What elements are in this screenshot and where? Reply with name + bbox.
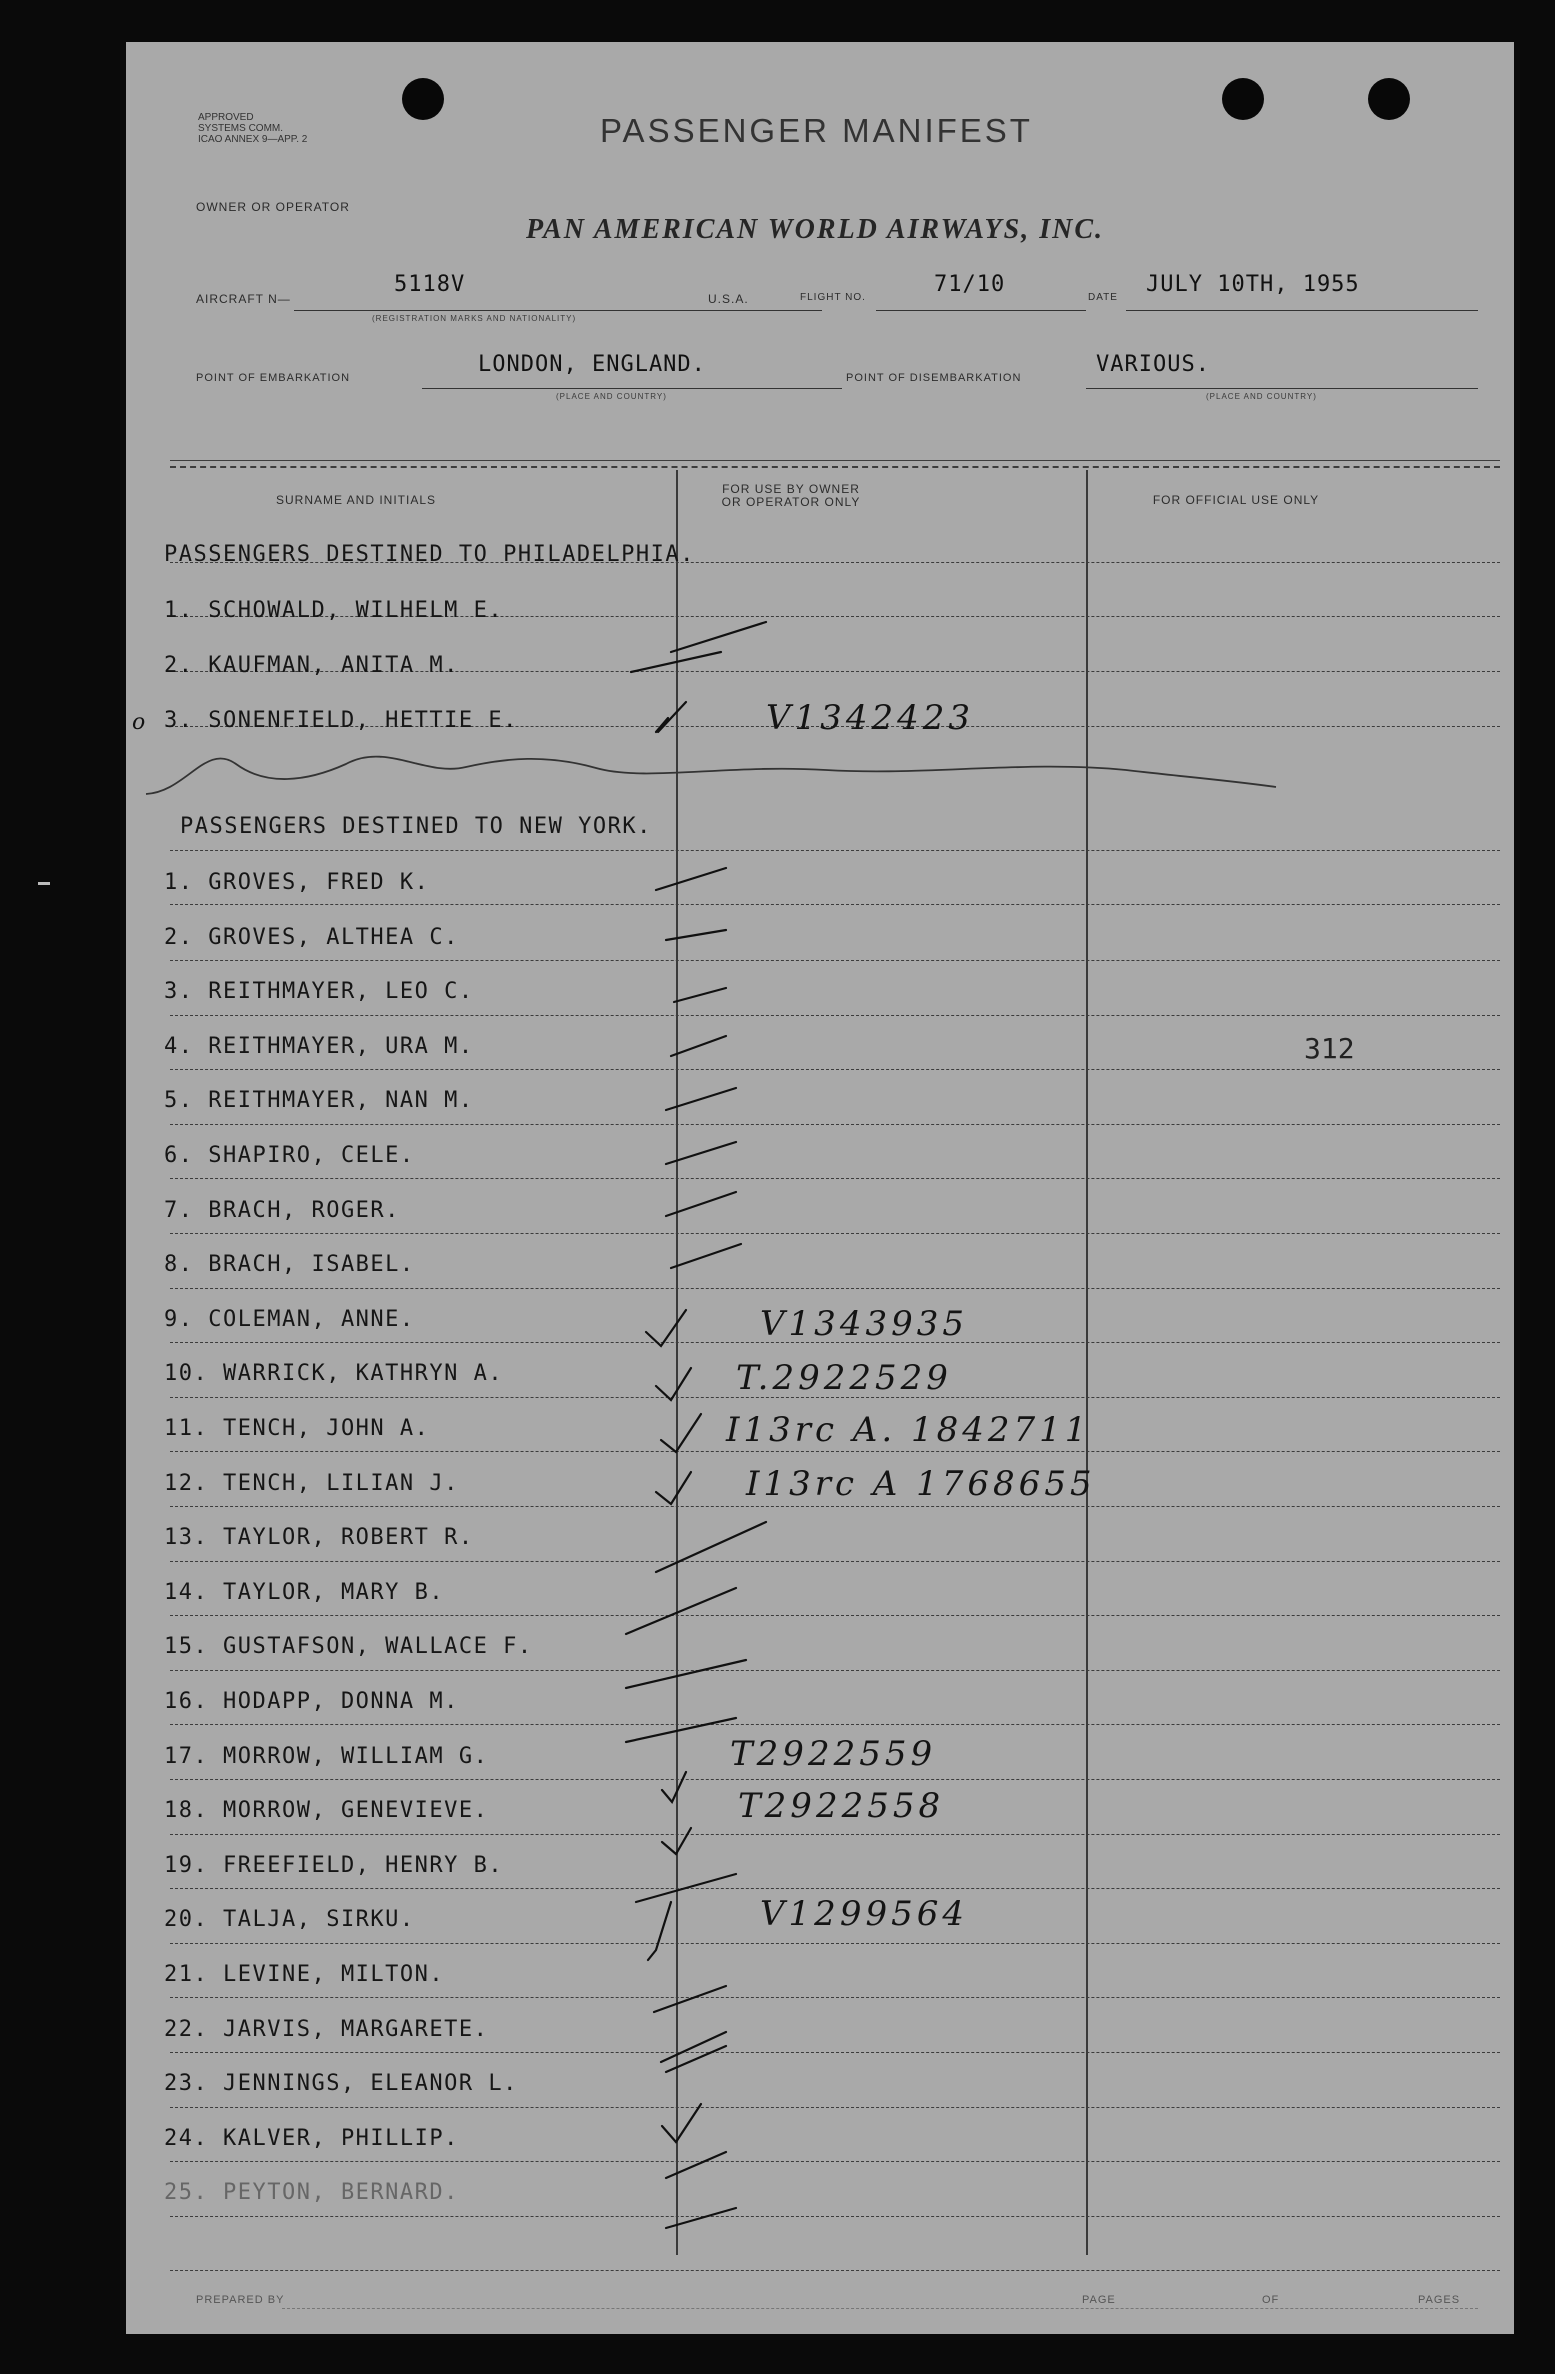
passenger-row: 8. BRACH, ISABEL.	[164, 1252, 415, 1277]
check-mark	[656, 1368, 691, 1400]
of-label: OF	[1262, 2294, 1280, 2306]
approval-line: SYSTEMS COMM.	[198, 123, 284, 134]
airline-name: PAN AMERICAN WORLD AIRWAYS, INC.	[526, 214, 1105, 245]
handwritten-note: T.2922529	[736, 1358, 952, 1398]
passenger-row: 12. TENCH, LILIAN J.	[164, 1471, 459, 1496]
passenger-row: 16. HODAPP, DONNA M.	[164, 1689, 459, 1714]
passenger-row: 2. KAUFMAN, ANITA M.	[164, 653, 459, 678]
manifest-sheet	[126, 42, 1514, 2334]
pages-label: PAGES	[1418, 2294, 1461, 2306]
passenger-row: 20. TALJA, SIRKU.	[164, 1907, 415, 1932]
check-mark	[666, 2208, 736, 2228]
passenger-row: 10. WARRICK, KATHRYN A.	[164, 1361, 504, 1386]
check-mark	[661, 1414, 701, 1452]
usa-label: U.S.A.	[708, 292, 749, 306]
column-header-surname: SURNAME AND INITIALS	[275, 493, 437, 507]
check-mark	[661, 2032, 726, 2072]
page-title: PASSENGER MANIFEST	[600, 112, 1033, 149]
passenger-row: 18. MORROW, GENEVIEVE.	[164, 1798, 489, 1823]
aircraft-value: 5118V	[394, 272, 466, 297]
check-mark	[662, 1772, 686, 1802]
date-value: JULY 10TH, 1955	[1146, 272, 1360, 297]
passenger-row: 21. LEVINE, MILTON.	[164, 1962, 445, 1987]
check-mark	[671, 1244, 741, 1268]
passenger-row: 24. KALVER, PHILLIP.	[164, 2126, 459, 2151]
check-mark	[671, 622, 766, 652]
handwritten-note: I13rc A. 1842711	[726, 1410, 1091, 1450]
embarkation-sub-label: (PLACE AND COUNTRY)	[556, 392, 667, 401]
passenger-row: 2. GROVES, ALTHEA C.	[164, 925, 459, 950]
approval-line: APPROVED	[198, 112, 254, 123]
check-mark	[648, 1902, 671, 1960]
check-mark	[671, 1036, 726, 1056]
handwritten-note: V1299564	[760, 1894, 968, 1934]
check-mark	[662, 1828, 691, 1854]
check-mark	[656, 702, 686, 732]
handwritten-note: V1343935	[760, 1304, 968, 1344]
check-mark	[626, 1718, 736, 1742]
check-mark	[674, 988, 726, 1002]
passenger-row: 22. JARVIS, MARGARETE.	[164, 2017, 489, 2042]
check-mark	[662, 2104, 701, 2142]
embarkation-label: POINT OF EMBARKATION	[196, 372, 351, 384]
passenger-row: 25. PEYTON, BERNARD.	[164, 2180, 459, 2205]
passenger-row: 9. COLEMAN, ANNE.	[164, 1307, 415, 1332]
pen-marks	[126, 42, 1514, 2334]
check-mark	[656, 1472, 691, 1504]
handwritten-note: V1342423	[766, 698, 974, 738]
passenger-row: 17. MORROW, WILLIAM G.	[164, 1744, 489, 1769]
passenger-row: 6. SHAPIRO, CELE.	[164, 1143, 415, 1168]
passenger-row: 1. SCHOWALD, WILHELM E.	[164, 598, 504, 623]
check-mark	[666, 1088, 736, 1110]
approval-line: ICAO ANNEX 9—APP. 2	[198, 134, 308, 145]
check-mark	[631, 652, 721, 672]
check-mark	[656, 868, 726, 890]
embarkation-value: LONDON, ENGLAND.	[478, 352, 706, 377]
film-edge-mark	[38, 882, 50, 885]
aircraft-sub-label: (REGISTRATION MARKS AND NATIONALITY)	[372, 314, 577, 323]
check-mark	[626, 1588, 736, 1634]
passenger-row: 14. TAYLOR, MARY B.	[164, 1580, 445, 1605]
column-header-owner-line: FOR USE BY OWNER	[722, 482, 860, 496]
wavy-divider	[146, 757, 1276, 794]
official-note: 312	[1304, 1032, 1355, 1065]
handwritten-note: I13rc A 1768655	[746, 1464, 1096, 1504]
passenger-row: 7. BRACH, ROGER.	[164, 1198, 400, 1223]
section-heading-new-york: PASSENGERS DESTINED TO NEW YORK.	[180, 814, 652, 839]
disembarkation-value: VARIOUS.	[1096, 352, 1210, 377]
check-mark	[666, 1142, 736, 1164]
disembarkation-sub-label: (PLACE AND COUNTRY)	[1206, 392, 1317, 401]
check-mark	[656, 1522, 766, 1572]
check-mark	[666, 2152, 726, 2178]
handwritten-note: T2922558	[738, 1786, 945, 1826]
check-mark	[654, 1986, 726, 2012]
footer-rule	[282, 2308, 1478, 2309]
passenger-row: 23. JENNINGS, ELEANOR L.	[164, 2071, 518, 2096]
passenger-row: 4. REITHMAYER, URA M.	[164, 1034, 474, 1059]
page-label: PAGE	[1082, 2294, 1116, 2306]
column-header-owner-line: OR OPERATOR ONLY	[721, 495, 861, 509]
aircraft-label: AIRCRAFT N—	[196, 292, 291, 306]
passenger-row: 1. GROVES, FRED K.	[164, 870, 430, 895]
check-mark	[636, 1874, 736, 1902]
check-mark	[626, 1660, 746, 1688]
handwritten-note: T2922559	[730, 1734, 937, 1774]
passenger-row: 19. FREEFIELD, HENRY B.	[164, 1853, 504, 1878]
passenger-row: 15. GUSTAFSON, WALLACE F.	[164, 1634, 533, 1659]
disembarkation-label: POINT OF DISEMBARKATION	[846, 372, 1022, 384]
flight-value: 71/10	[934, 272, 1006, 297]
check-mark	[666, 930, 726, 940]
prepared-by-label: PREPARED BY	[196, 2294, 285, 2306]
margin-mark: o	[132, 710, 146, 735]
passenger-row: 11. TENCH, JOHN A.	[164, 1416, 430, 1441]
passenger-row: 13. TAYLOR, ROBERT R.	[164, 1525, 474, 1550]
passenger-row: 3. REITHMAYER, LEO C.	[164, 979, 474, 1004]
passenger-row: 3. SONENFIELD, HETTIE E.	[164, 708, 518, 733]
check-mark	[646, 1310, 686, 1346]
owner-label: OWNER OR OPERATOR	[196, 200, 350, 214]
check-mark	[666, 1192, 736, 1216]
column-header-official: FOR OFFICIAL USE ONLY	[1152, 493, 1320, 507]
flight-label: FLIGHT NO.	[800, 292, 866, 303]
section-heading-philadelphia: PASSENGERS DESTINED TO PHILADELPHIA.	[164, 542, 695, 567]
date-label: DATE	[1088, 292, 1118, 303]
passenger-row: 5. REITHMAYER, NAN M.	[164, 1088, 474, 1113]
